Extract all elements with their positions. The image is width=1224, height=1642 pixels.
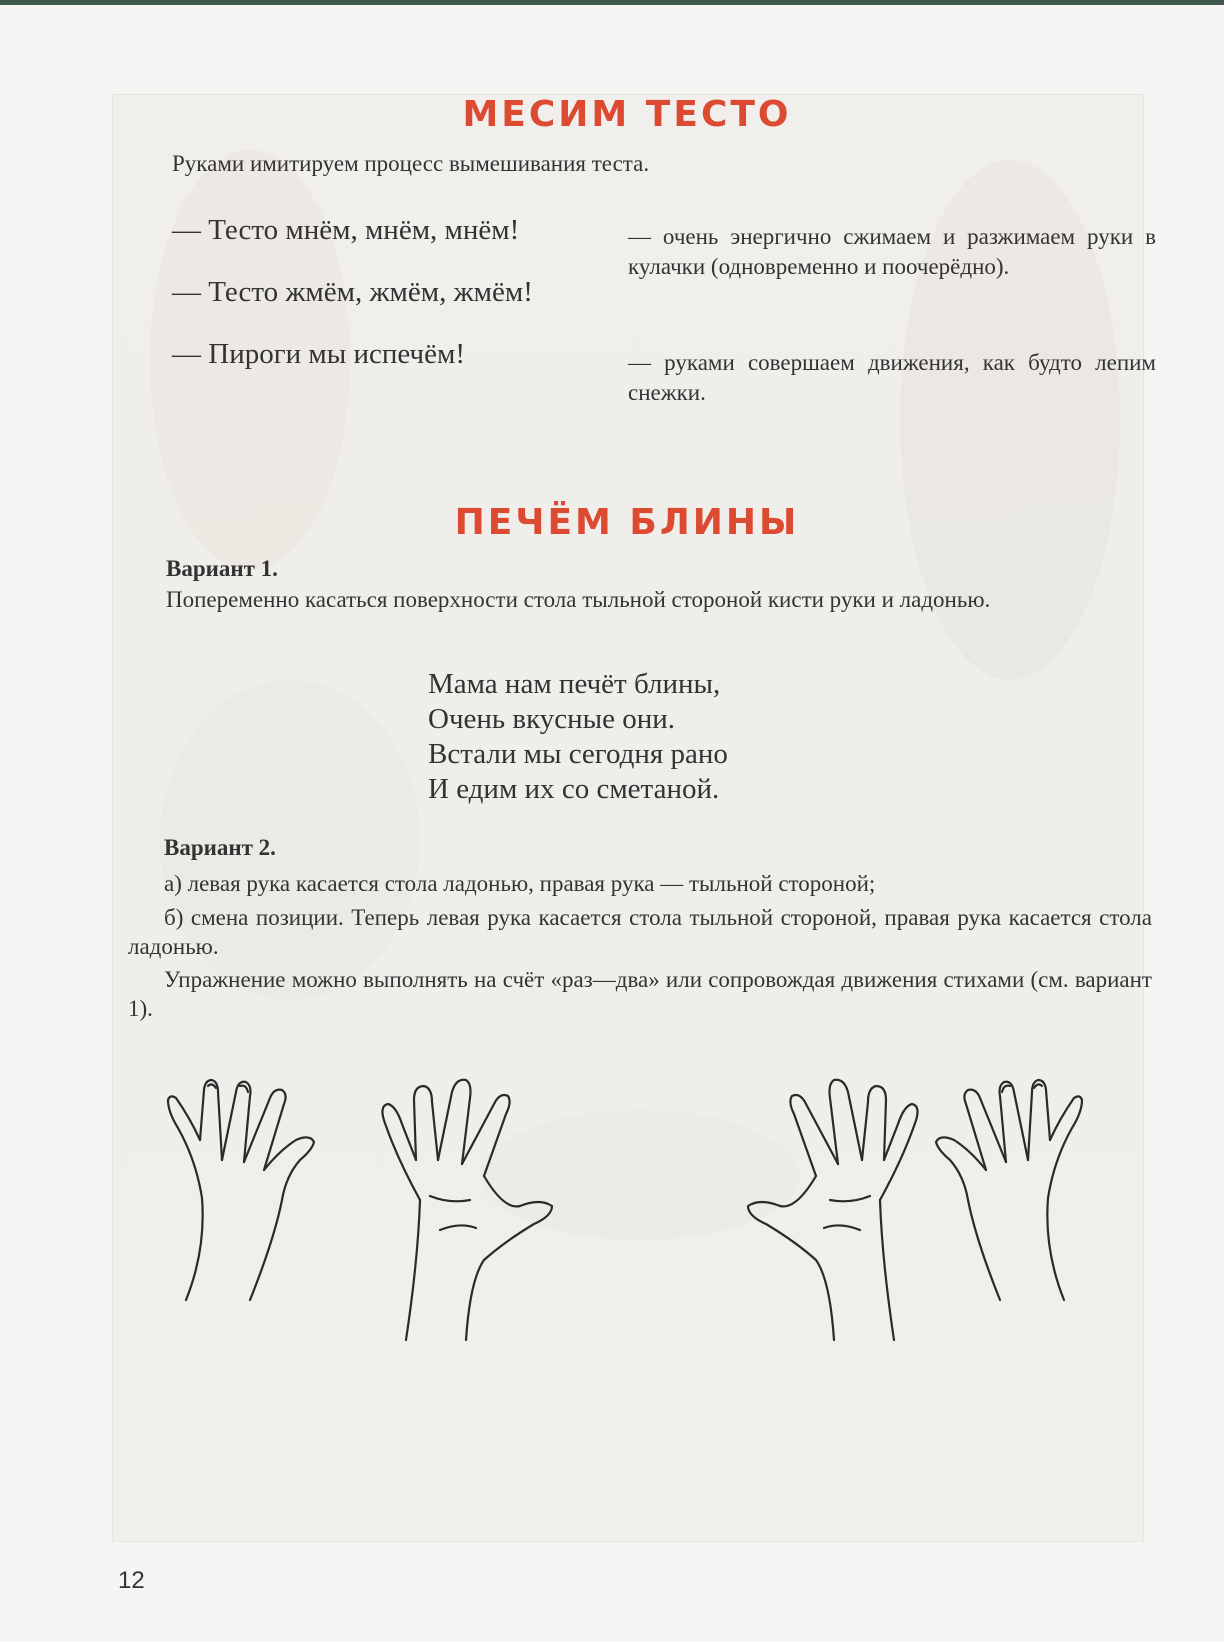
verse-line: — Пироги мы испечём! <box>172 338 465 370</box>
background-figure <box>480 1110 800 1240</box>
verse-line: — Тесто мнём, мнём, мнём! <box>172 214 520 246</box>
variant-step: а) левая рука касается стола ладонью, правая рука — тыльной стороной; <box>164 871 876 896</box>
variant-step: б) смена позиции. Теперь левая рука касается стола тыльной стороной, правая рука касается стола ладонью. <box>128 905 1152 959</box>
verse-line: — Тесто жмём, жмём, жмём! <box>172 276 533 308</box>
action-description: — очень энергично сжимаем и разжимаем руки в кулачки (одновременно и поочерёдно). <box>628 224 1156 279</box>
section-title-pechem-bliny: ПЕЧЁМ БЛИНЫ <box>454 502 800 543</box>
section-intro: Руками имитируем процесс вымешивания теста. <box>172 151 650 176</box>
variant-heading: Вариант 2. <box>164 835 276 860</box>
variant-instruction: Попеременно касаться поверхности стола тыльной стороной кисти руки и ладонью. <box>166 587 991 612</box>
page-number: 12 <box>118 1567 145 1594</box>
variant-heading: Вариант 1. <box>166 556 278 581</box>
poem-line: И едим их со сметаной. <box>428 773 720 805</box>
action-description: — руками совершаем движения, как будто лепим снежки. <box>628 350 1156 405</box>
variant-note: Упражнение можно выполнять на счёт «раз—два» или сопровождая движения стихами (см. вариант 1). <box>128 967 1152 1021</box>
poem-line: Мама нам печёт блины, <box>428 668 721 700</box>
poem-line: Встали мы сегодня рано <box>428 738 728 770</box>
poem-line: Очень вкусные они. <box>428 703 676 735</box>
top-edge-strip <box>0 0 1224 5</box>
section-title-mesim-testo: МЕСИМ ТЕСТО <box>462 94 792 135</box>
